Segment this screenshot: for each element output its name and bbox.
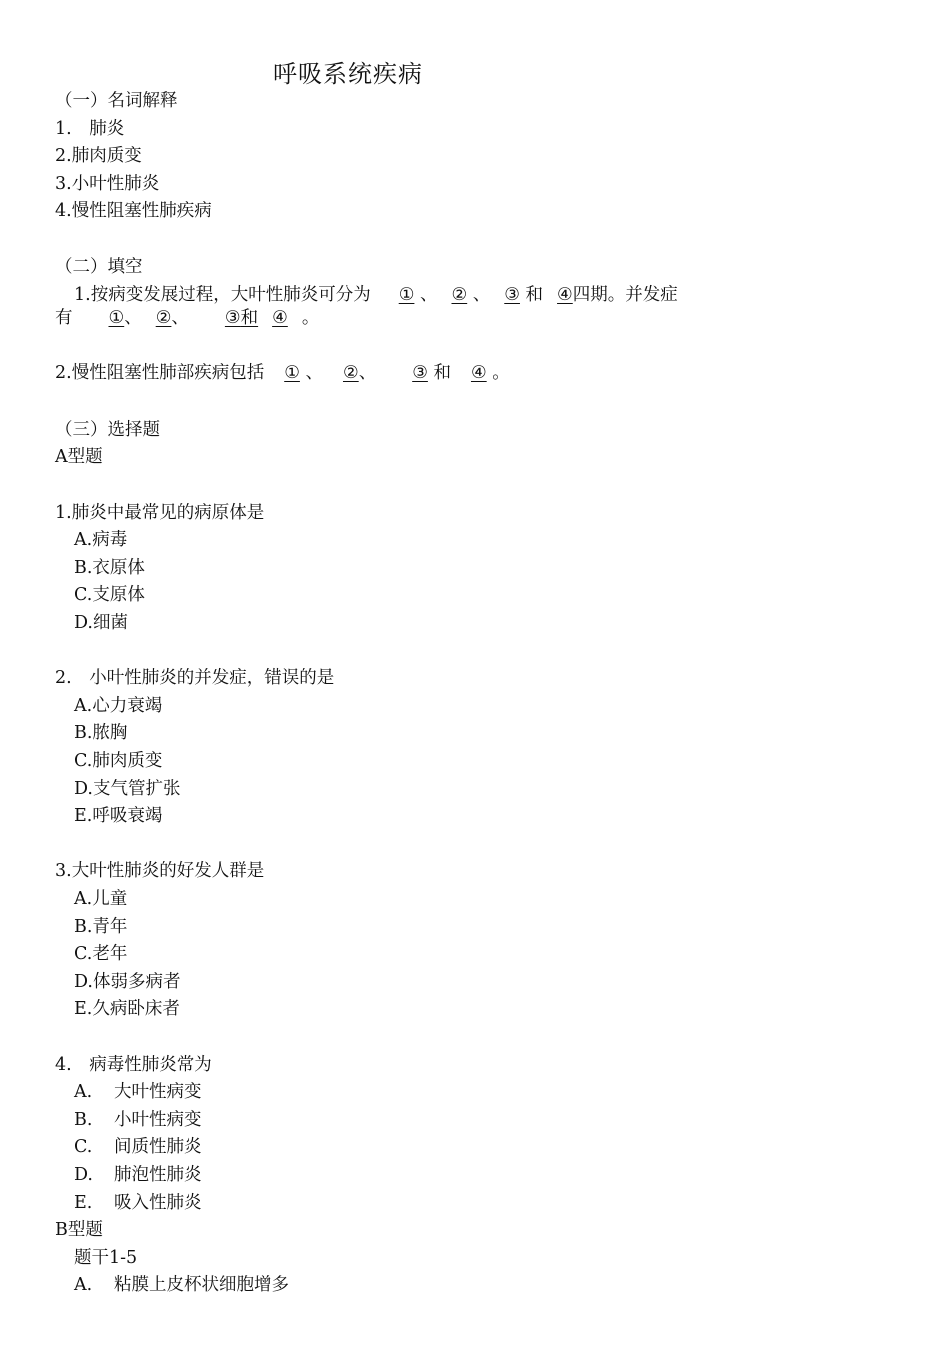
answer-option	[74, 1164, 202, 1186]
period: 。	[492, 363, 510, 383]
section-fill-heading: （二）填空	[55, 257, 143, 277]
page-title: 呼吸系统疾病	[273, 60, 423, 88]
question-stem: 1.肺炎中最常见的病原体是	[55, 503, 265, 523]
answer-option: A.儿童	[74, 889, 128, 909]
answer-option	[74, 1274, 289, 1296]
option-letter: A.	[74, 1082, 93, 1102]
fill-question-1-line-1	[74, 284, 678, 306]
question-stem: 3.大叶性肺炎的好发人群是	[55, 861, 265, 881]
definition-item: 2.肺肉质变	[55, 146, 142, 166]
fill-blank: ①	[398, 285, 415, 305]
option-text: 大叶性病变	[114, 1082, 202, 1102]
answer-option: C.肺肉质变	[74, 751, 163, 771]
answer-option: C.老年	[74, 944, 128, 964]
separator: 、	[472, 285, 491, 305]
definition-item: 4.慢性阻塞性肺疾病	[55, 201, 212, 221]
definition-item: 1. 肺炎	[55, 119, 125, 139]
fill-q1-text: 有	[55, 308, 73, 328]
fill-question-1-line-2	[55, 307, 319, 329]
option-letter: C.	[74, 1137, 93, 1157]
option-letter: E.	[74, 1193, 93, 1213]
answer-option	[74, 1109, 202, 1131]
option-text: 粘膜上皮杯状细胞增多	[114, 1275, 289, 1295]
fill-q2-text: 2.慢性阻塞性肺部疾病包括	[55, 363, 265, 383]
answer-option: B.衣原体	[74, 558, 145, 578]
answer-option: A.病毒	[74, 530, 128, 550]
answer-option	[74, 1136, 202, 1158]
option-text: 吸入性肺炎	[114, 1193, 202, 1213]
conjunction: 和	[433, 363, 451, 383]
separator: 、	[171, 308, 189, 328]
fill-blank: ④	[557, 285, 573, 305]
conjunction: 和	[525, 285, 544, 305]
option-text: 肺泡性肺炎	[114, 1165, 202, 1185]
option-letter: D.	[74, 1165, 93, 1185]
fill-blank: ④	[272, 308, 288, 328]
option-letter: B.	[74, 1110, 93, 1130]
question-stem: 4. 病毒性肺炎常为	[55, 1055, 212, 1075]
fill-blank: ③	[412, 363, 428, 383]
type-a-heading: A型题	[55, 447, 103, 467]
answer-option	[74, 1192, 202, 1214]
conjunction: 和	[240, 308, 259, 328]
answer-option: D.体弱多病者	[74, 972, 181, 992]
answer-option: D.支气管扩张	[74, 779, 181, 799]
fill-question-2	[55, 362, 510, 384]
answer-option: E.呼吸衰竭	[74, 806, 163, 826]
section-choice-heading: （三）选择题	[55, 420, 160, 440]
type-b-heading: B型题	[55, 1220, 103, 1240]
fill-blank: ④	[470, 363, 487, 383]
fill-blank: ③	[224, 308, 241, 328]
definition-item: 3.小叶性肺炎	[55, 174, 160, 194]
fill-q1-text: 四期。并发症	[572, 285, 678, 305]
fill-blank: ①	[108, 308, 125, 328]
option-text: 间质性肺炎	[114, 1137, 202, 1157]
fill-blank: ①	[284, 363, 300, 383]
answer-option: B.脓胸	[74, 723, 128, 743]
question-stem: 2. 小叶性肺炎的并发症，错误的是	[55, 668, 335, 688]
fill-blank: ②	[451, 285, 468, 305]
separator: 、	[358, 363, 377, 383]
fill-blank: ③	[504, 285, 520, 305]
answer-option: C.支原体	[74, 585, 145, 605]
fill-blank: ②	[155, 308, 172, 328]
fill-q1-text: 1.按病变发展过程，大叶性肺炎可分为	[74, 285, 371, 305]
separator: 、	[124, 308, 142, 328]
answer-option: D.细菌	[74, 613, 128, 633]
period: 。	[301, 308, 320, 328]
answer-option: B.青年	[74, 917, 128, 937]
separator: 、	[305, 363, 323, 383]
separator: 、	[419, 285, 438, 305]
option-letter: A.	[74, 1275, 93, 1295]
section-definitions-heading: （一）名词解释	[55, 91, 178, 111]
answer-option	[74, 1081, 202, 1103]
answer-option: E.久病卧床者	[74, 999, 180, 1019]
option-text: 小叶性病变	[114, 1110, 202, 1130]
fill-blank: ②	[342, 363, 359, 383]
question-stem: 题干1-5	[74, 1248, 138, 1268]
answer-option: A.心力衰竭	[74, 696, 163, 716]
